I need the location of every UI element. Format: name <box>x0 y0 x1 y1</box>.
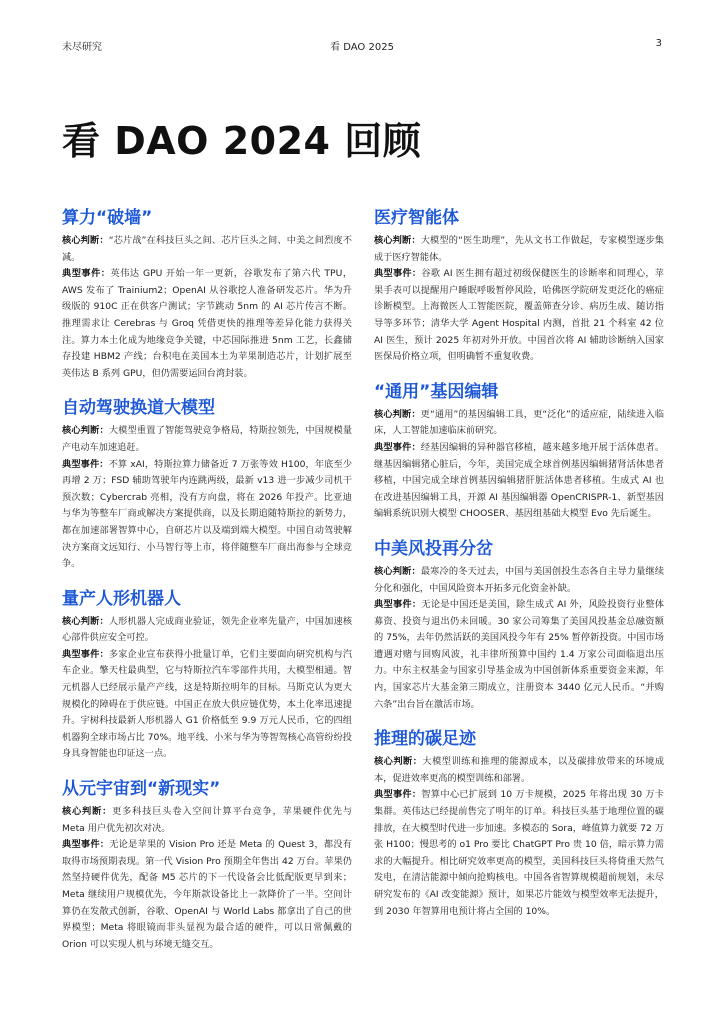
report-title: 看 DAO 2025 <box>330 42 394 53</box>
left-column <box>62 206 352 967</box>
event-text: 无论是中国还是美国，除生成式 AI 外，风险投资行业整体募资、投资与退出仍未回暖。30 家公司筹集了美国风投基金总融资额的 75%，去年仍然活跃的美国风投今年有 25% 暂停新投资。中国市场遭遇对赌与回购风波，礼丰律所预算中国约 1.4 万家公司面临退出压力。中东主权基金与国家引导基金成为中国创新体系重要资金来源，年内，国家芯片大基金第三期成立，注册资本 3440 亿元人民币。“并购六条”出台旨在激活市场。 <box>374 599 664 710</box>
section-autonomous-driving <box>62 396 352 572</box>
section-humanoid-robots <box>62 587 352 763</box>
typical-events <box>62 266 352 382</box>
core-text: “芯片战”在科技巨头之间、芯片巨头之间、中美之间烈度不减。 <box>62 235 352 263</box>
core-judgment <box>374 754 664 787</box>
core-text: 更多科技巨头卷入空间计算平台竞争，苹果硬件优先与 Meta 用户优先初次对决。 <box>62 806 353 834</box>
section-new-reality <box>62 777 352 953</box>
event-label: 典型事件： <box>62 648 109 660</box>
event-text: 无论是苹果的 Vision Pro 还是 Meta 的 Quest 3，都没有取得市场预期表现。第一代 Vision Pro 预期全年售出 42 万台。苹果仍然坚持硬件优先，配备 M5 芯片的下一代设备会比低配版更早到来；Meta 继续用户规模优先，今年斯款设备比上一款降价了一半。空间计算仍在发散式创新，谷歌、OpenAI 与 World Labs 都拿出了自己的世界模型；Meta 将眼镜而非头显视为最合适的硬件，可以日常佩戴的 Orion 可以实现人机与环境无缝交互。 <box>62 839 352 950</box>
right-column <box>374 206 664 934</box>
core-label: 核心判断： <box>374 235 421 246</box>
section-gene-editing <box>374 380 664 523</box>
event-label: 典型事件： <box>374 789 422 801</box>
section-heading: 算力“破墙” <box>62 208 153 228</box>
section-venture-capital <box>374 537 664 713</box>
typical-events <box>374 787 664 920</box>
page-header <box>62 38 662 54</box>
publisher-name: 未尽研究 <box>62 42 102 53</box>
event-label: 典型事件： <box>62 458 109 470</box>
typical-events <box>62 647 352 763</box>
core-label: 核心判断： <box>62 235 109 246</box>
core-judgment <box>62 233 352 266</box>
event-label: 典型事件： <box>374 441 421 453</box>
typical-events <box>62 457 352 573</box>
core-label: 核心判断： <box>62 425 109 437</box>
core-text: 最寒冷的冬天过去，中国与美国创投生态各自主导力量继续分化和强化，中国风险资本开拓多元化资金补缺。 <box>374 565 665 594</box>
core-judgment <box>62 423 352 456</box>
event-text: 智算中心已扩展到 10 万卡规模，2025 年将出现 30 万卡集群。英伟达已经提前售完了明年的订单。科技巨头基于地理位置的碳排放，在大模型时代进一步加速。多模态的 Sora，峰值算力就要 72 万张 H100；慢思考的 o1 Pro 要比 ChatGPT Pro 贵 10 倍，暗示算力需求的大幅提升。相比研究效率更高的模型，美国科技巨头将倚重天然气发电，在清洁能源中倾向抢购核电。中国各省智算规模超前规划，未尽研究发布的《AI 改变能源》预计，如果芯片能效与模型效率无法提升，到 2030 年智算用电预计将占全国的 10%。 <box>374 789 664 917</box>
section-heading: 从元宇宙到“新现实” <box>62 779 221 800</box>
core-judgment <box>62 614 352 647</box>
section-heading: 量产人形机器人 <box>62 588 181 609</box>
core-text: 大模型的“医生助理”，先从文书工作做起，专家模型逐步集成于医疗智能体。 <box>374 235 664 263</box>
typical-events <box>374 440 664 523</box>
core-text: 大模型训练和推理的能源成本，以及碳排放带来的环境成本，促进效率更高的模型训练和部署。 <box>374 756 665 784</box>
event-label: 典型事件： <box>62 839 110 851</box>
core-text: 大模型重置了智能驾驶竞争格局，特斯拉领先，中国规模量产电动车加速追赶。 <box>62 425 353 453</box>
section-heading: “通用”基因编辑 <box>374 381 499 402</box>
section-heading: 自动驾驶换道大模型 <box>62 398 215 419</box>
typical-events <box>62 837 352 953</box>
core-judgment <box>374 407 664 440</box>
event-label: 典型事件： <box>374 599 422 611</box>
core-label: 核心判断： <box>62 615 109 627</box>
section-heading: 中美风投再分岔 <box>374 538 493 559</box>
core-label: 核心判断： <box>62 806 113 818</box>
core-judgment <box>374 564 664 597</box>
page-title: 看 DAO 2024 回顾 <box>62 119 422 163</box>
core-judgment <box>374 233 664 266</box>
core-label: 核心判断： <box>374 756 423 768</box>
event-text: 经基因编辑的异种器官移植，越来越多地开展于活体患者。继基因编辑猪心脏后，今年，美国完成全球首例基因编辑猪肾活体患者移植，中国完成全球首例基因编辑猪肝脏活体患者移植。生成式 AI 也在改进基因编辑工具，开源 AI 基因编辑器 OpenCRISPR-1、新型基因编辑系统识别大模型 CHOOSER、基因组基础大模型 Evo 先后诞生。 <box>374 441 665 520</box>
section-heading: 医疗智能体 <box>374 208 459 228</box>
section-compute <box>62 206 352 382</box>
typical-events <box>374 266 664 366</box>
page-number: 3 <box>655 38 662 49</box>
core-text: 更“通用”的基因编辑工具，更“泛化”的适应症，陆续进入临床，人工智能加速临床前研究。 <box>374 408 665 437</box>
section-medical-agents <box>374 206 664 366</box>
event-label: 典型事件： <box>62 268 111 280</box>
core-judgment <box>62 804 352 837</box>
event-text: 不算 xAI，特斯拉算力储备近 7 万张等效 H100，年底至少再增 2 万；FSD 辅助驾驶年内连跳两级，最新 v13 进一步减少司机干预次数；Cybercrab 亮相，没有方向盘，将在 2026 年投产。比亚迪与华为等整车厂商或解决方案提供商，以及长期追随特斯拉的新势力，都在加速部署智算中心，自研芯片以及端到端大模型。中国自动驾驶解决方案商文远知行、小马智行等上市，将伴随整车厂商出海参与全球竞争。 <box>62 458 353 570</box>
core-label: 核心判断： <box>374 565 421 577</box>
event-text: 英伟达 GPU 开始一年一更新，谷歌发布了第六代 TPU，AWS 发布了 Trainium2；OpenAI 从谷歌挖人准备研发芯片。华为升级版的 910C 正在供客户测试；字节跳动 5nm 的 AI 芯片传言不断。推理需求让 Cerebras 与 Groq 凭借更快的推理等差异化能力获得关注。算力本土化成为地缘竞争关键，中芯国际推进 5nm 工艺，长鑫储存投建 HBM2 产线；台积电在美国本土为苹果制造芯片，计划扩展至英伟达 B 系列 GPU，但仍需要运回台湾封装。 <box>62 268 353 379</box>
section-heading: 推理的碳足迹 <box>374 729 476 750</box>
typical-events <box>374 597 664 713</box>
event-label: 典型事件： <box>374 268 422 280</box>
event-text: 谷歌 AI 医生拥有超过初级保健医生的诊断率和同理心，苹果手表可以提醒用户睡眠呼吸暂停风险，哈佛医学院研发更泛化的癌症诊断模型。上海微医人工智能医院，覆盖筛查分诊、病历生成、随访指导等多环节；清华大学 Agent Hospital 内测，首批 21 个科室 42 位 AI 医生，预计 2025 年初对外开放。中国首次将 AI 辅助诊断纳入国家医保局价格立项，但明确暂不重复收费。 <box>374 268 664 363</box>
event-text: 多家企业宣布获得小批量订单，它们主要面向研究机构与汽车企业。擎天柱最典型，它与特斯拉汽车零部件共用，大模型相通。智元机器人已经展示量产产线，这是特斯拉明年的目标。马斯克认为更大规模化的障碍在于供应链。中国正在放大供应链优势，本土化率迅速提升。宇树科技最新人形机器人 G1 价格低至 9.9 万元人民币，它的四组机器狗全球市场占比 70%。地平线、小米与华为等智驾核心高管纷纷投身具身智能也印证这一点。 <box>62 648 353 760</box>
section-carbon-footprint <box>374 727 664 920</box>
core-text: 人形机器人完成商业验证，领先企业率先量产，中国加速核心部件供应安全可控。 <box>62 615 353 644</box>
core-label: 核心判断： <box>374 408 421 420</box>
